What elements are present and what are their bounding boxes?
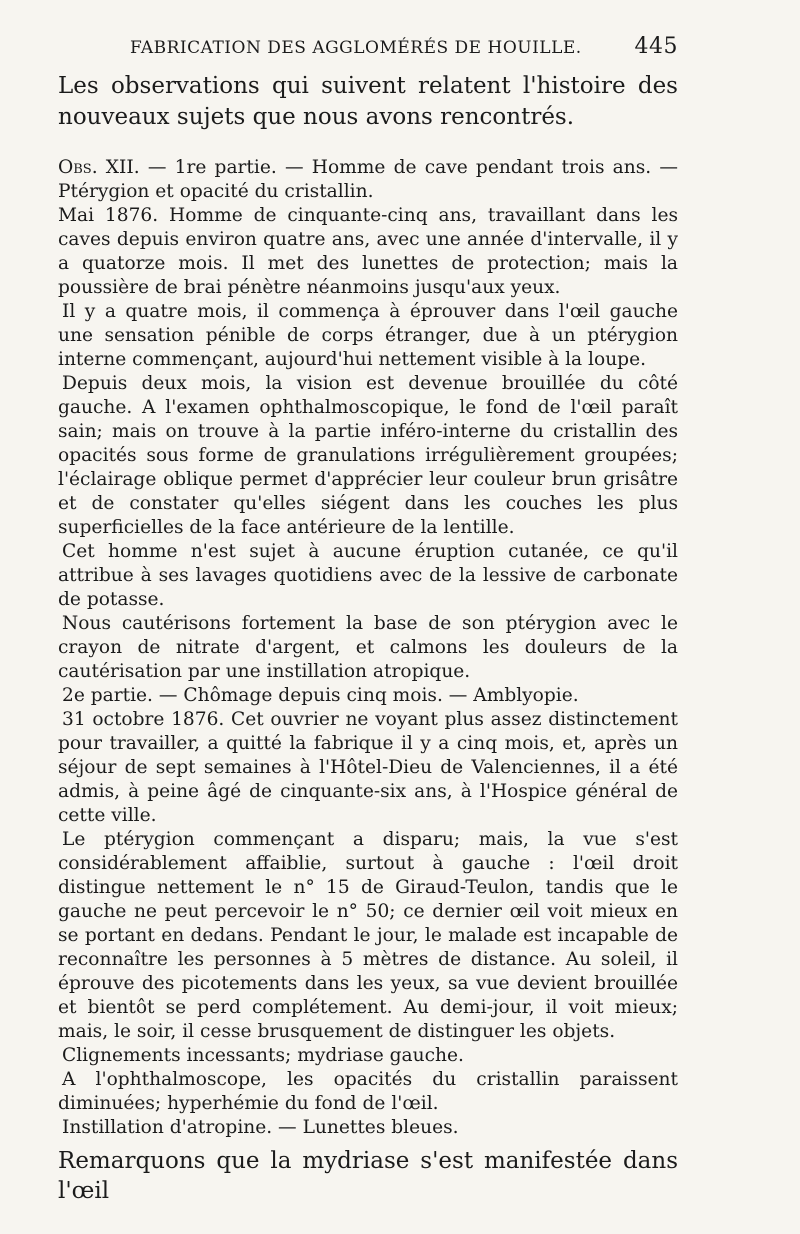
page-number: 445: [634, 34, 678, 59]
lead-paragraph: Les observations qui suivent relatent l'histoire des nouveaux sujets que nous avons rencontrés.: [58, 73, 678, 130]
observation-heading: [58, 156, 678, 204]
paragraph-4: Cet homme n'est sujet à aucune éruption cutanée, ce qu'il attribue à ses lavages quotidiens avec de la lessive de carbonate de potasse.: [58, 541, 678, 610]
paragraph-6: 2e partie. — Chômage depuis cinq mois. — Amblyopie.: [62, 685, 579, 706]
running-header: [130, 34, 678, 59]
closing-line: Remarquons que la mydriase s'est manifestée dans l'œil: [58, 1148, 678, 1204]
book-page: [58, 34, 678, 1229]
paragraph-3: Depuis deux mois, la vision est devenue brouillée du côté gauche. A l'examen ophthalmoscopique, le fond de l'œil paraît sain; mais on trouve à la partie inféro-interne du cristallin des opacités sous forme de granulations irrégulièrement groupées; l'éclairage oblique permet d'apprécier leur couleur brun grisâtre et de constater qu'elles siégent dans les couches les plus superficielles de la face antérieure de la lentille.: [58, 373, 678, 538]
paragraph-2: Il y a quatre mois, il commença à éprouver dans l'œil gauche une sensation pénible de corps étranger, due à un ptérygion interne commençant, aujourd'hui nettement visible à la loupe.: [58, 301, 678, 370]
running-title: FABRICATION DES AGGLOMÉRÉS DE HOUILLE.: [130, 38, 582, 58]
paragraph-10: A l'ophthalmoscope, les opacités du cristallin paraissent diminuées; hyperhémie du fond de l'œil.: [58, 1069, 678, 1114]
paragraph-9: Clignements incessants; mydriase gauche.: [62, 1045, 464, 1066]
paragraph-8: Le ptérygion commençant a disparu; mais, la vue s'est considérablement affaiblie, surtout à gauche : l'œil droit distingue nettement le n° 15 de Giraud-Teulon, tandis que le gauche ne peut percevoir le n° 50; ce dernier œil voit mieux en se portant en dedans. Pendant le jour, le malade est incapable de reconnaître les personnes à 5 mètres de distance. Au soleil, il éprouve des picotements dans les yeux, sa vue devient brouillée et bientôt se perd complétement. Au demi-jour, il voit mieux; mais, le soir, il cesse brusquement de distinguer les objets.: [58, 829, 678, 1042]
paragraph-11: Instillation d'atropine. — Lunettes bleues.: [62, 1117, 459, 1138]
paragraph-1: Mai 1876. Homme de cinquante-cinq ans, travaillant dans les caves depuis environ quatre ans, avec une année d'intervalle, il y a quatorze mois. Il met des lunettes de protection; mais la poussière de brai pénètre néanmoins jusqu'aux yeux.: [58, 205, 678, 298]
paragraph-7: 31 octobre 1876. Cet ouvrier ne voyant plus assez distinctement pour travailler, a quitté la fabrique il y a cinq mois, et, après un séjour de sept semaines à l'Hôtel-Dieu de Valenciennes, il a été admis, à peine âgé de cinquante-six ans, à l'Hospice général de cette ville.: [58, 709, 678, 826]
paragraph-5: Nous cautérisons fortement la base de son ptérygion avec le crayon de nitrate d'argent, et calmons les douleurs de la cautérisation par une instillation atropique.: [58, 613, 678, 682]
observation-heading-text: — 1re partie. — Homme de cave pendant trois ans. — Ptérygion et opacité du cristallin.: [58, 157, 678, 202]
observation-label: Obs. XII.: [58, 157, 140, 178]
